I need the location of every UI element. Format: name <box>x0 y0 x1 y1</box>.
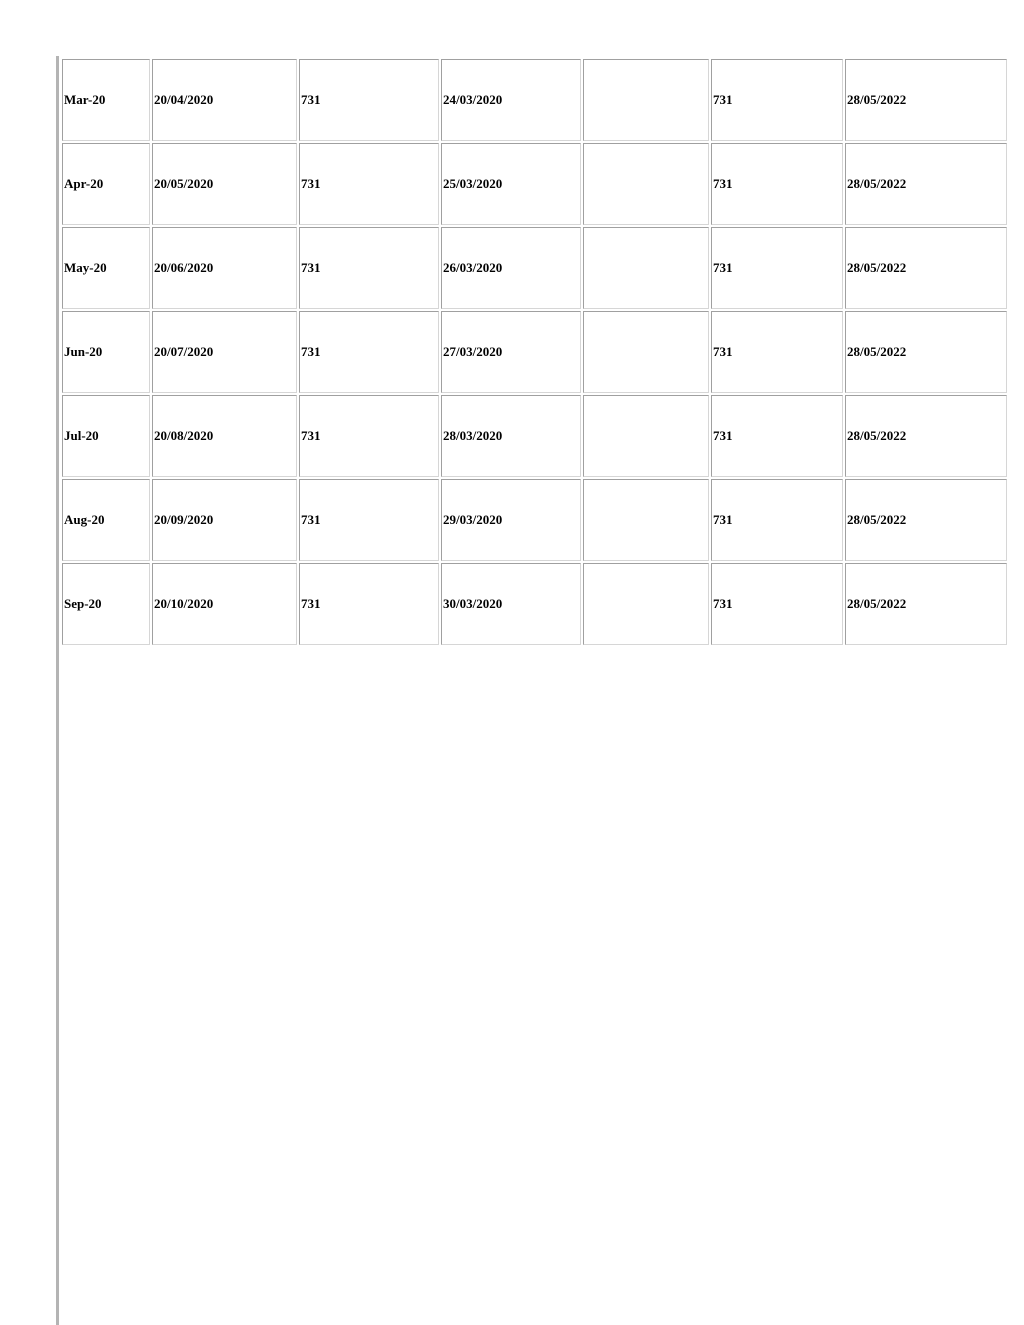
table-cell: Aug-20 <box>62 479 150 561</box>
table-cell <box>583 227 709 309</box>
table-cell: Sep-20 <box>62 563 150 645</box>
table-cell: 25/03/2020 <box>441 143 581 225</box>
table-cell: 731 <box>299 227 439 309</box>
table-cell: 26/03/2020 <box>441 227 581 309</box>
table-row <box>62 311 1007 393</box>
table-cell: 20/10/2020 <box>152 563 297 645</box>
table-cell: 29/03/2020 <box>441 479 581 561</box>
table-row <box>62 479 1007 561</box>
table-cell: 731 <box>711 227 843 309</box>
table-cell: 731 <box>711 563 843 645</box>
table-cell: 20/06/2020 <box>152 227 297 309</box>
table-cell: 731 <box>299 143 439 225</box>
table-cell: 731 <box>299 563 439 645</box>
table-cell: 731 <box>711 395 843 477</box>
table-cell: 28/05/2022 <box>845 143 1007 225</box>
table-cell: 28/03/2020 <box>441 395 581 477</box>
table-cell: Jul-20 <box>62 395 150 477</box>
table-cell: 28/05/2022 <box>845 479 1007 561</box>
table-cell: 731 <box>711 59 843 141</box>
table-cell <box>583 479 709 561</box>
table-cell: 28/05/2022 <box>845 227 1007 309</box>
table-cell: 20/09/2020 <box>152 479 297 561</box>
table-cell <box>583 395 709 477</box>
table-cell: 27/03/2020 <box>441 311 581 393</box>
table-cell: 28/05/2022 <box>845 563 1007 645</box>
table-cell <box>583 143 709 225</box>
table-cell: 731 <box>299 59 439 141</box>
table-row <box>62 227 1007 309</box>
table-cell <box>583 563 709 645</box>
table-cell: 28/05/2022 <box>845 311 1007 393</box>
table-cell <box>583 311 709 393</box>
table-cell: Apr-20 <box>62 143 150 225</box>
table-cell: 20/08/2020 <box>152 395 297 477</box>
table-cell: Jun-20 <box>62 311 150 393</box>
table-cell: 30/03/2020 <box>441 563 581 645</box>
table-cell: May-20 <box>62 227 150 309</box>
table-cell: 731 <box>299 395 439 477</box>
table-cell: 20/05/2020 <box>152 143 297 225</box>
table-cell: 24/03/2020 <box>441 59 581 141</box>
data-table <box>60 57 1009 647</box>
table-cell: 28/05/2022 <box>845 59 1007 141</box>
table-cell: 20/07/2020 <box>152 311 297 393</box>
table-row <box>62 563 1007 645</box>
table-cell: 731 <box>711 311 843 393</box>
table-row <box>62 143 1007 225</box>
table-cell: 731 <box>299 311 439 393</box>
table-cell: Mar-20 <box>62 59 150 141</box>
left-margin-rule <box>56 56 59 1325</box>
table-cell: 28/05/2022 <box>845 395 1007 477</box>
table-row <box>62 59 1007 141</box>
table-cell: 731 <box>711 479 843 561</box>
table-cell: 731 <box>299 479 439 561</box>
table-row <box>62 395 1007 477</box>
table-cell: 20/04/2020 <box>152 59 297 141</box>
table-cell: 731 <box>711 143 843 225</box>
table-cell <box>583 59 709 141</box>
